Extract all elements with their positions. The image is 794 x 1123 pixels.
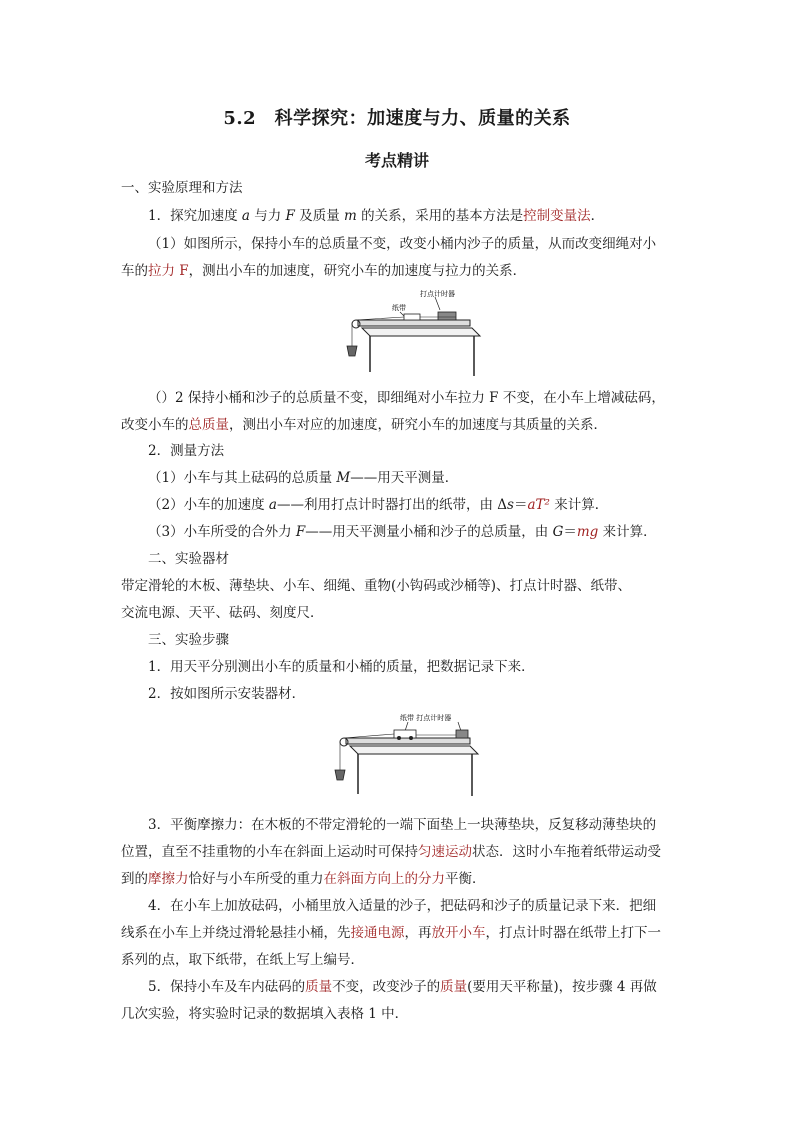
section-heading-equipment: 二、实验器材 [148,551,229,567]
step-4-line1: 4．在小车上加放砝码，小桶里放入适量的沙子，把砝码和沙子的质量记录下来．把细 [148,898,657,914]
section-heading-steps: 三、实验步骤 [148,632,229,648]
page-subtitle: 考点精讲 [364,151,429,170]
apparatus-diagram-1 [340,284,490,380]
highlight-uniform-motion: 匀速运动 [418,844,472,860]
fig1-label-timer: 打点计时器 [420,290,455,298]
highlight-release-cart: 放开小车 [431,925,486,941]
step-4-line2: 线系在小车上并绕过滑轮悬挂小桶，先接通电源，再放开小车，打点计时器在纸带上打下一 [121,925,661,941]
step-3-line2: 位置，直至不挂重物的小车在斜面上运动时可保持匀速运动状态．这时小车拖着纸带运动受 [121,844,661,860]
paragraph-principle-1: 1．探究加速度 a 与力 F 及质量 m 的关系，采用的基本方法是控制变量法． [148,208,605,224]
highlight-power-on: 接通电源 [350,925,405,941]
page-title: 5.2 科学探究：加速度与力、质量的关系 [223,108,571,129]
highlight-pull-force: 拉力 F [148,263,189,279]
measurement-item-3: （3）小车所受的合外力 F——用天平测量小桶和沙子的总质量，由 G＝mg 来计算． [148,524,657,540]
highlight-formula-mg: mg [576,524,599,540]
equipment-line-2: 交流电源、天平、砝码、刻度尺． [121,605,324,621]
section-heading-principle: 一、实验原理和方法 [121,180,243,196]
step-3-line3: 到的摩擦力恰好与小车所受的重力在斜面方向上的分力平衡． [121,871,486,887]
paragraph-principle-2-line1: （1）如图所示，保持小车的总质量不变，改变小桶内沙子的质量，从而改变细绳对小 [148,236,657,252]
highlight-control-variable: 控制变量法 [523,208,591,224]
highlight-mass-1: 质量 [305,979,333,995]
step-4-line3: 系列的点，取下纸带，在纸上写上编号． [121,952,364,968]
step-5-line1: 5．保持小车及车内砝码的质量不变，改变沙子的质量(要用天平称量)，按步骤 4 再做 [148,979,657,995]
section-heading-measurement: 2．测量方法 [148,443,225,459]
highlight-total-mass: 总质量 [188,417,229,433]
highlight-mass-2: 质量 [440,979,468,995]
paragraph-principle-2-line2: 车的拉力 F，测出小车的加速度，研究小车的加速度与拉力的关系． [121,263,527,279]
paragraph-principle-3-line2: 改变小车的总质量，测出小车对应的加速度，研究小车的加速度与其质量的关系． [121,417,607,433]
step-3-line1: 3．平衡摩擦力：在木板的不带定滑轮的一端下面垫上一块薄垫块，反复移动薄垫块的 [148,817,657,833]
highlight-formula-aT2: aT² [527,497,550,513]
highlight-friction: 摩擦力 [148,871,189,887]
fig2-label: 纸带 打点计时器 [400,714,452,722]
measurement-item-1: （1）小车与其上砝码的总质量 M——用天平测量． [148,470,459,486]
apparatus-diagram-2 [330,710,490,798]
measurement-item-2: （2）小车的加速度 a——利用打点计时器打出的纸带，由 Δs＝aT² 来计算． [148,497,609,513]
equipment-line-1: 带定滑轮的木板、薄垫块、小车、细绳、重物(小钩码或沙桶等)、打点计时器、纸带、 [121,578,632,594]
paragraph-principle-3-line1: （）2 保持小桶和沙子的总质量不变，即细绳对小车拉力 F 不变，在小车上增减砝码， [148,390,665,406]
step-2: 2．按如图所示安装器材． [148,686,306,702]
highlight-component-force: 在斜面方向上的分力 [323,871,445,887]
step-5-line2: 几次实验，将实验时记录的数据填入表格 1 中． [121,1006,409,1022]
step-1: 1．用天平分别测出小车的质量和小桶的质量，把数据记录下来． [148,659,535,675]
fig1-label-tape: 纸带 [392,304,406,312]
